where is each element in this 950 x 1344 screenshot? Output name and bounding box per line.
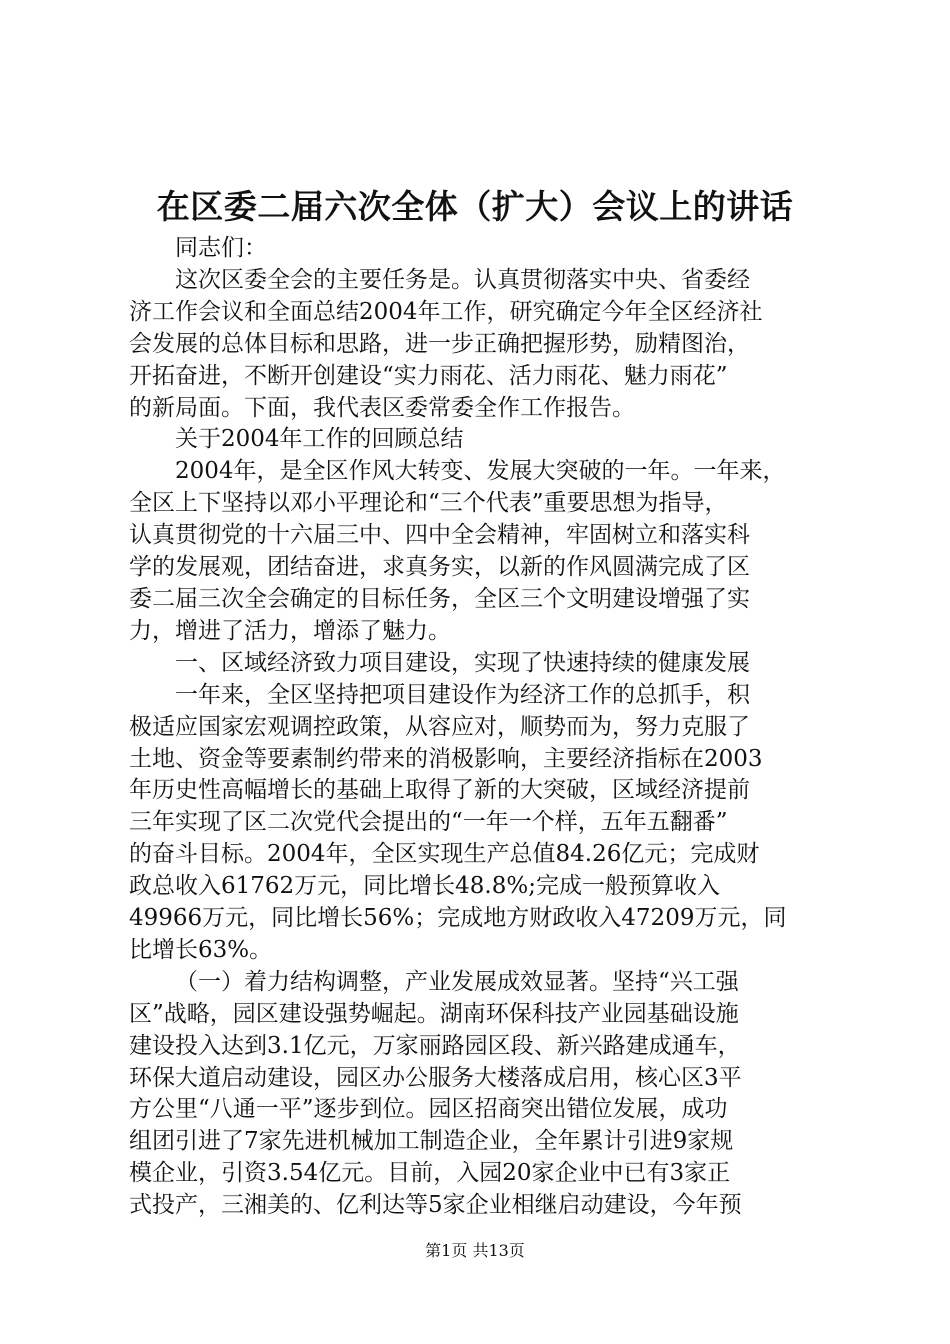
paragraph-2004-overview: 2004年，是全区作风大转变、发展大突破的一年。一年来， 全区上下坚持以邓小平理论和“三个代表”重要思想为指导， 认真贯彻党的十六届三中、四中全会精神，牢固树立和落实科 学的发展观，团结奋进，求真务实，以新的作风圆满完成了区 委二届三次全会确定的目标任务，全区三个文明建设增强了实 力，增进了活力，增添了魅力。 (129, 458, 786, 644)
paragraph-structure-adjustment: （一）着力结构调整，产业发展成效显著。坚持“兴工强 区”战略，园区建设强势崛起。湖南环保科技产业园基础设施 建设投入达到3.1亿元，万家丽路园区段、新兴路建成通车， 环保大道启动建设，园区办公服务大楼落成启用，核心区3平 方公里“八通一平”逐步到位。园区招商突出错位发展，成功 组团引进了7家先进机械加工制造企业，全年累计引进9家规 模企业，引资3.54亿元。目前，入园20家企业中已有3家正 式投产，三湘美的、亿利达等5家企业相继启动建设，今年预 (129, 968, 742, 1219)
paragraph-salutation: 同志们： (175, 235, 267, 261)
document-body (129, 233, 833, 1222)
document-title: 在区委二届六次全体（扩大）会议上的讲话 (156, 187, 794, 226)
page-footer: 第1页 共13页 (425, 1241, 525, 1260)
paragraph-economy-details: 一年来，全区坚持把项目建设作为经济工作的总抓手，积 极适应国家宏观调控政策，从容应对，顺势而为，努力克服了 土地、资金等要素制约带来的消极影响，主要经济指标在2003 年历史性高幅增长的基础上取得了新的大突破，区域经济提前 三年实现了区二次党代会提出的“一年一个样，五年五翻番” 的奋斗目标。2004年，全区实现生产总值84.26亿元；完成财 政总收入61762万元，同比增长48.8%;完成一般预算收入 49966万元，同比增长56%；完成地方财政收入47209万元，同 比增长63%。 (129, 681, 787, 963)
section-heading-review: 关于2004年工作的回顾总结 (175, 426, 464, 453)
paragraph-intro: 这次区委全会的主要任务是。认真贯彻落实中央、省委经 济工作会议和全面总结2004年工作，研究确定今年全区经济社 会发展的总体目标和思路，进一步正确把握形势，励精图治， 开拓奋进，不断开创建设“实力雨花、活力雨花、魅力雨花” 的新局面。下面，我代表区委常委全作工作报告。 (129, 266, 763, 421)
section-heading-economy: 一、区域经济致力项目建设，实现了快速持续的健康发展 (175, 649, 750, 676)
